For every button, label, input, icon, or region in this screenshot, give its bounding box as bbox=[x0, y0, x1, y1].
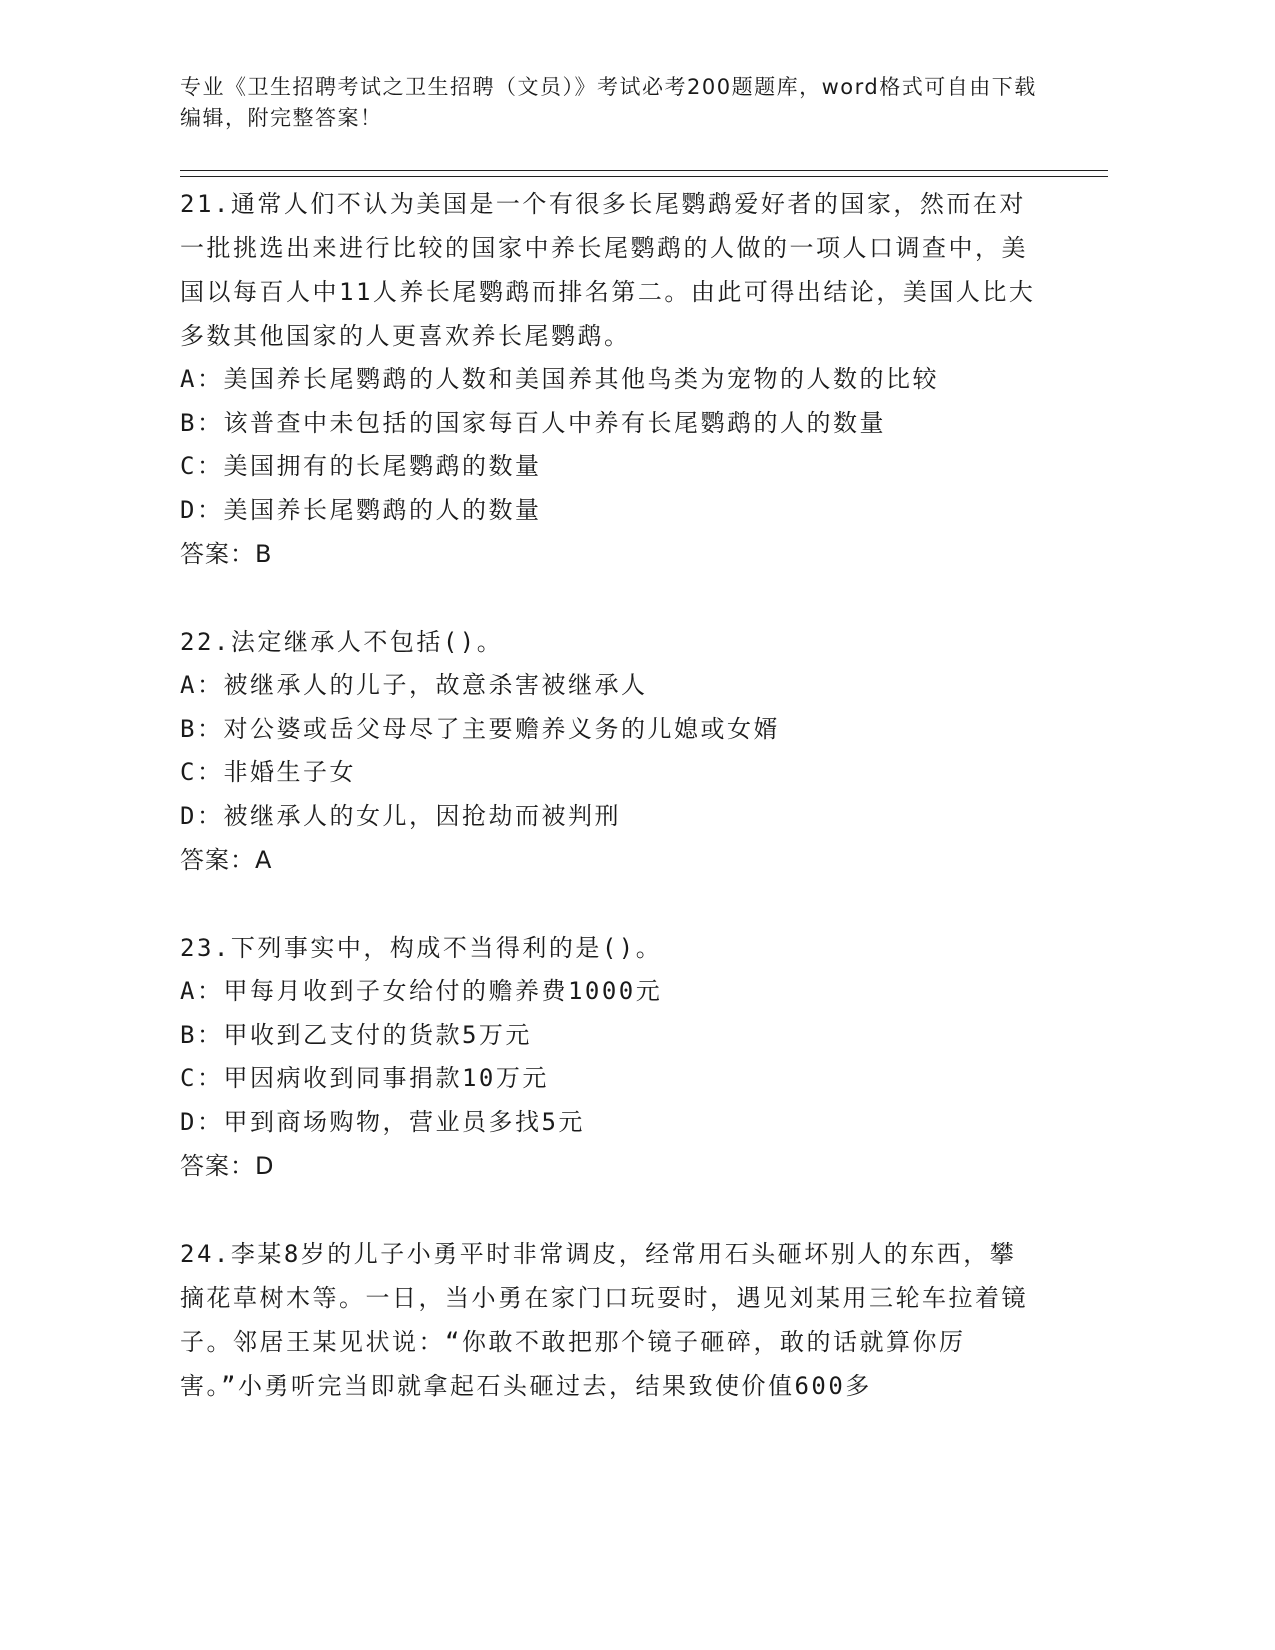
question-stem: 23.下列事实中，构成不当得利的是()。 bbox=[180, 934, 663, 962]
option-d: D：甲到商场购物，营业员多找5元 bbox=[180, 1107, 585, 1136]
option-a: A：甲每月收到子女给付的赡养费1000元 bbox=[180, 977, 663, 1005]
question-23 bbox=[180, 926, 1040, 1188]
option-a: A：美国养长尾鹦鹉的人数和美国养其他鸟类为宠物的人数的比较 bbox=[180, 365, 939, 393]
option-c: C：甲因病收到同事捐款10万元 bbox=[180, 1064, 549, 1092]
header-divider-bottom bbox=[180, 176, 1108, 177]
answer: 答案：D bbox=[180, 1152, 275, 1180]
question-stem: 24.李某8岁的儿子小勇平时非常调皮，经常用石头砸坏别人的东西，攀摘花草树木等。一日，当小勇在家门口玩耍时，遇见刘某用三轮车拉着镜子。邻居王某见状说：“你敢不敢把那个镜子砸碎，敢的话就算你厉害。”小勇听完当即就拿起石头砸过去，结果致使价值600多 bbox=[180, 1240, 1028, 1400]
option-b: B：对公婆或岳父母尽了主要赡养义务的儿媳或女婿 bbox=[180, 714, 780, 743]
question-list bbox=[180, 182, 1040, 1452]
option-d: D：美国养长尾鹦鹉的人的数量 bbox=[180, 495, 542, 524]
question-stem: 22.法定继承人不包括()。 bbox=[180, 628, 504, 656]
question-stem: 21.通常人们不认为美国是一个有很多长尾鹦鹉爱好者的国家，然而在对一批挑选出来进行比较的国家中养长尾鹦鹉的人做的一项人口调查中，美国以每百人中11人养长尾鹦鹉而排名第二。由此可得出结论，美国人比大多数其他国家的人更喜欢养长尾鹦鹉。 bbox=[180, 190, 1036, 350]
option-c: C：非婚生子女 bbox=[180, 758, 356, 786]
answer: 答案：A bbox=[180, 846, 273, 874]
option-c: C：美国拥有的长尾鹦鹉的数量 bbox=[180, 452, 542, 480]
question-22 bbox=[180, 620, 1040, 882]
question-24 bbox=[180, 1232, 1040, 1408]
option-d: D：被继承人的女儿，因抢劫而被判刑 bbox=[180, 801, 621, 830]
option-b: B：甲收到乙支付的货款5万元 bbox=[180, 1020, 532, 1049]
option-b: B：该普查中未包括的国家每百人中养有长尾鹦鹉的人的数量 bbox=[180, 408, 886, 437]
option-a: A：被继承人的儿子，故意杀害被继承人 bbox=[180, 671, 648, 699]
answer: 答案：B bbox=[180, 540, 273, 568]
header-divider-top bbox=[180, 170, 1108, 171]
question-21 bbox=[180, 182, 1040, 576]
document-header: 专业《卫生招聘考试之卫生招聘（文员）》考试必考200题题库，word格式可自由下载编辑，附完整答案！ bbox=[180, 75, 1037, 130]
